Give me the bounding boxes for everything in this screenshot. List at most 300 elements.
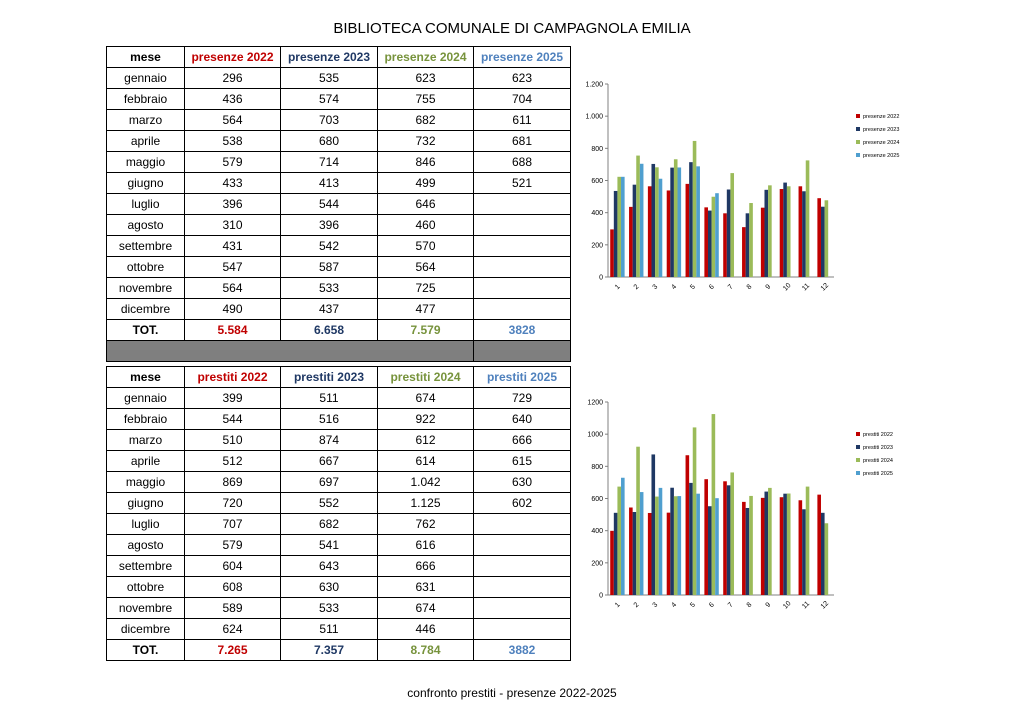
legend-label: presenze 2024	[863, 140, 900, 146]
separator-row	[107, 341, 571, 362]
bar	[761, 208, 765, 277]
table-cell: 630	[281, 577, 378, 598]
table-cell: 614	[378, 451, 474, 472]
bar	[674, 496, 678, 595]
table-cell: 535	[281, 68, 378, 89]
table-cell: 729	[474, 388, 571, 409]
table-cell: 640	[474, 409, 571, 430]
bar	[659, 488, 663, 595]
x-tick-label: 7	[726, 601, 735, 610]
bar	[693, 141, 697, 277]
bar	[704, 479, 708, 595]
header-cell: prestiti 2025	[474, 367, 571, 388]
bar	[629, 207, 633, 277]
table-row	[107, 152, 571, 173]
table-cell: 533	[281, 278, 378, 299]
x-tick-label: 11	[801, 282, 812, 293]
y-tick-label: 600	[591, 178, 603, 185]
header-cell: mese	[107, 47, 185, 68]
legend-swatch	[856, 432, 860, 436]
bar	[780, 189, 784, 277]
table-cell	[474, 577, 571, 598]
bar	[667, 513, 671, 595]
table-cell: marzo	[107, 430, 185, 451]
table-cell: 707	[185, 514, 281, 535]
x-tick-label: 10	[782, 600, 793, 611]
bar	[693, 427, 697, 595]
table-cell: novembre	[107, 598, 185, 619]
table-cell: 579	[185, 535, 281, 556]
table-cell: 310	[185, 215, 281, 236]
y-tick-label: 1.000	[585, 113, 603, 121]
table-cell: 922	[378, 409, 474, 430]
header-cell: presenze 2023	[281, 47, 378, 68]
bar	[648, 513, 652, 595]
table-cell: 512	[185, 451, 281, 472]
bar	[610, 531, 614, 595]
bar	[712, 414, 716, 595]
x-tick-label: 7	[726, 283, 735, 292]
bar	[670, 168, 674, 277]
header-row	[107, 47, 571, 68]
total-cell: 7.357	[281, 640, 378, 661]
bar	[708, 506, 712, 595]
bar	[640, 492, 644, 595]
table-cell: 623	[474, 68, 571, 89]
table-cell: 604	[185, 556, 281, 577]
y-tick-label: 200	[591, 242, 603, 250]
table-cell: 612	[378, 430, 474, 451]
table-cell	[474, 514, 571, 535]
bar	[749, 203, 753, 277]
legend-label: prestiti 2022	[863, 432, 893, 438]
table-cell: 431	[185, 236, 281, 257]
legend-swatch	[856, 127, 860, 131]
bar	[821, 513, 825, 595]
table-cell: 570	[378, 236, 474, 257]
x-tick-label: 11	[801, 600, 812, 611]
table-cell: 631	[378, 577, 474, 598]
bar	[715, 498, 719, 595]
table-cell: gennaio	[107, 388, 185, 409]
table-cell: 688	[474, 152, 571, 173]
total-cell: 6.658	[281, 320, 378, 341]
table-cell: 608	[185, 577, 281, 598]
bar	[817, 495, 821, 595]
bar	[806, 160, 810, 277]
table-cell: 703	[281, 110, 378, 131]
table-cell: 630	[474, 472, 571, 493]
table-cell: 616	[378, 535, 474, 556]
x-tick-label: 1	[613, 283, 622, 292]
bar	[696, 166, 700, 277]
table-row	[107, 472, 571, 493]
bar	[715, 193, 719, 277]
table-cell: 446	[378, 619, 474, 640]
bar	[686, 455, 690, 595]
table-cell: 564	[185, 110, 281, 131]
prestiti-bar-chart	[572, 390, 902, 630]
x-tick-label: 4	[670, 283, 679, 292]
bar	[617, 177, 621, 277]
table-row	[107, 577, 571, 598]
y-tick-label: 0	[599, 274, 603, 282]
bar	[651, 454, 655, 595]
y-tick-label: 1.200	[585, 81, 603, 89]
bar	[780, 497, 784, 595]
total-cell: 7.265	[185, 640, 281, 661]
table-cell: 1.125	[378, 493, 474, 514]
x-tick-label: 6	[708, 283, 716, 292]
table-cell: 667	[281, 451, 378, 472]
y-tick-label: 800	[591, 463, 603, 471]
table-cell	[474, 236, 571, 257]
table-cell: 544	[281, 194, 378, 215]
table-row	[107, 215, 571, 236]
table-cell: 623	[378, 68, 474, 89]
table-row	[107, 598, 571, 619]
bar	[655, 497, 659, 595]
table-cell: 681	[474, 131, 571, 152]
bar	[768, 488, 772, 595]
bar	[678, 167, 682, 277]
table-cell: giugno	[107, 173, 185, 194]
bar	[825, 200, 829, 277]
table-cell: 589	[185, 598, 281, 619]
table-cell: luglio	[107, 514, 185, 535]
table-cell: 602	[474, 493, 571, 514]
table-cell: settembre	[107, 236, 185, 257]
legend-label: prestiti 2023	[863, 445, 893, 451]
bar	[783, 183, 787, 277]
legend-swatch	[856, 445, 860, 449]
total-cell: 8.784	[378, 640, 474, 661]
bar	[821, 207, 825, 277]
table-cell: 413	[281, 173, 378, 194]
table-cell: giugno	[107, 493, 185, 514]
table-cell: febbraio	[107, 89, 185, 110]
x-tick-label: 12	[819, 282, 831, 293]
y-tick-label: 400	[591, 210, 603, 218]
table-cell: 611	[474, 110, 571, 131]
bar	[659, 179, 663, 277]
table-row	[107, 68, 571, 89]
table-cell: ottobre	[107, 257, 185, 278]
bar	[817, 198, 821, 277]
bar	[802, 509, 806, 595]
table-cell: 869	[185, 472, 281, 493]
total-cell: TOT.	[107, 640, 185, 661]
y-tick-label: 0	[599, 592, 603, 600]
bar	[723, 213, 727, 277]
bar	[761, 498, 765, 595]
table-cell: 674	[378, 388, 474, 409]
table-row	[107, 451, 571, 472]
table-cell: 433	[185, 173, 281, 194]
total-cell: TOT.	[107, 320, 185, 341]
table-cell: 666	[378, 556, 474, 577]
table-cell	[474, 194, 571, 215]
separator-cell	[474, 341, 571, 362]
legend-swatch	[856, 471, 860, 475]
prestiti-table	[106, 366, 571, 661]
table-cell: gennaio	[107, 68, 185, 89]
legend-label: prestiti 2024	[863, 458, 893, 464]
table-row	[107, 89, 571, 110]
x-tick-label: 3	[651, 283, 660, 292]
table-cell: dicembre	[107, 299, 185, 320]
totals-row	[107, 320, 571, 341]
table-cell: 477	[378, 299, 474, 320]
legend-swatch	[856, 140, 860, 144]
table-cell	[474, 598, 571, 619]
table-cell: 666	[474, 430, 571, 451]
bar	[742, 227, 746, 277]
separator-cell	[107, 341, 474, 362]
table-row	[107, 535, 571, 556]
total-cell: 7.579	[378, 320, 474, 341]
table-cell: 720	[185, 493, 281, 514]
bar	[633, 512, 637, 595]
bar	[636, 447, 640, 595]
presenze-table	[106, 46, 571, 362]
table-cell: 511	[281, 388, 378, 409]
table-cell: 521	[474, 173, 571, 194]
table-cell	[474, 556, 571, 577]
bar	[764, 190, 768, 277]
y-tick-label: 600	[591, 496, 603, 503]
table-cell: 1.042	[378, 472, 474, 493]
bar	[689, 162, 693, 277]
table-cell: febbraio	[107, 409, 185, 430]
bar	[764, 492, 768, 595]
table-cell: 460	[378, 215, 474, 236]
bar	[629, 508, 633, 595]
bar	[610, 229, 614, 277]
table-row	[107, 493, 571, 514]
bar	[667, 190, 671, 277]
table-cell: ottobre	[107, 577, 185, 598]
table-cell: 396	[185, 194, 281, 215]
table-row	[107, 131, 571, 152]
bar	[768, 185, 772, 277]
x-tick-label: 9	[764, 601, 773, 610]
legend-swatch	[856, 458, 860, 462]
table-cell: 624	[185, 619, 281, 640]
bar	[704, 207, 708, 277]
table-cell: maggio	[107, 152, 185, 173]
header-cell: prestiti 2023	[281, 367, 378, 388]
header-cell: prestiti 2024	[378, 367, 474, 388]
table-cell: 436	[185, 89, 281, 110]
bar	[742, 502, 746, 595]
bar	[636, 156, 640, 277]
table-cell: 680	[281, 131, 378, 152]
x-tick-label: 2	[632, 601, 641, 610]
bar	[712, 197, 716, 277]
y-tick-label: 800	[591, 145, 603, 153]
table-row	[107, 514, 571, 535]
table-cell	[474, 535, 571, 556]
bar	[746, 508, 750, 595]
x-tick-label: 3	[651, 601, 660, 610]
header-cell: prestiti 2022	[185, 367, 281, 388]
table-cell: novembre	[107, 278, 185, 299]
table-row	[107, 257, 571, 278]
table-cell	[474, 257, 571, 278]
table-cell: 755	[378, 89, 474, 110]
bar	[670, 488, 674, 595]
legend-swatch	[856, 114, 860, 118]
bar	[799, 500, 803, 595]
bar	[708, 211, 712, 277]
table-cell: 544	[185, 409, 281, 430]
table-row	[107, 194, 571, 215]
x-tick-label: 12	[819, 600, 831, 611]
table-cell: 399	[185, 388, 281, 409]
bar	[689, 483, 693, 595]
bar	[696, 494, 700, 595]
presenze-bar-chart	[572, 72, 902, 312]
total-cell: 5.584	[185, 320, 281, 341]
bar	[746, 213, 750, 277]
table-row	[107, 388, 571, 409]
table-row	[107, 110, 571, 131]
bar	[787, 186, 791, 277]
table-row	[107, 236, 571, 257]
table-cell: marzo	[107, 110, 185, 131]
page-footer: confronto prestiti - presenze 2022-2025	[407, 686, 617, 700]
bar	[655, 167, 659, 277]
bar	[614, 191, 618, 277]
bar	[749, 496, 753, 595]
table-cell: 615	[474, 451, 571, 472]
table-cell: 646	[378, 194, 474, 215]
table-cell: 846	[378, 152, 474, 173]
table-cell: aprile	[107, 451, 185, 472]
bar	[651, 164, 655, 277]
table-cell: luglio	[107, 194, 185, 215]
table-cell: 552	[281, 493, 378, 514]
y-tick-label: 1200	[587, 399, 603, 407]
table-cell: 437	[281, 299, 378, 320]
header-cell: mese	[107, 367, 185, 388]
header-cell: presenze 2025	[474, 47, 571, 68]
table-row	[107, 619, 571, 640]
table-cell: 732	[378, 131, 474, 152]
header-row	[107, 367, 571, 388]
table-cell: settembre	[107, 556, 185, 577]
bar	[678, 496, 682, 595]
table-cell: aprile	[107, 131, 185, 152]
legend-label: prestiti 2025	[863, 471, 893, 477]
table-cell: 725	[378, 278, 474, 299]
bar	[648, 186, 652, 277]
table-cell: 516	[281, 409, 378, 430]
table-cell: 587	[281, 257, 378, 278]
total-cell: 3828	[474, 320, 571, 341]
x-tick-label: 2	[632, 283, 641, 292]
table-cell: dicembre	[107, 619, 185, 640]
legend-label: presenze 2025	[863, 153, 900, 159]
bar	[686, 184, 690, 277]
header-cell: presenze 2022	[185, 47, 281, 68]
bar	[633, 185, 637, 277]
table-cell	[474, 619, 571, 640]
table-cell: 296	[185, 68, 281, 89]
table-cell	[474, 215, 571, 236]
table-cell: 697	[281, 472, 378, 493]
bar	[730, 173, 734, 277]
table-cell	[474, 299, 571, 320]
bar	[825, 523, 829, 595]
table-cell: 714	[281, 152, 378, 173]
table-cell: 579	[185, 152, 281, 173]
bar	[802, 191, 806, 277]
bar	[640, 164, 644, 277]
bar	[799, 186, 803, 277]
y-tick-label: 1000	[587, 431, 603, 439]
table-cell: 547	[185, 257, 281, 278]
table-cell: 682	[281, 514, 378, 535]
table-cell: 538	[185, 131, 281, 152]
bar	[621, 177, 625, 277]
x-tick-label: 5	[689, 283, 697, 292]
legend-swatch	[856, 153, 860, 157]
bar	[727, 485, 731, 595]
table-cell: 533	[281, 598, 378, 619]
table-cell	[474, 278, 571, 299]
table-cell: 574	[281, 89, 378, 110]
legend-label: presenze 2022	[863, 114, 900, 120]
table-cell: 510	[185, 430, 281, 451]
x-tick-label: 10	[782, 282, 793, 293]
y-tick-label: 400	[591, 528, 603, 536]
table-cell: maggio	[107, 472, 185, 493]
table-cell: 564	[378, 257, 474, 278]
bar	[730, 472, 734, 595]
table-cell: agosto	[107, 215, 185, 236]
bar	[783, 494, 787, 595]
page-title: BIBLIOTECA COMUNALE DI CAMPAGNOLA EMILIA	[333, 20, 691, 37]
table-cell: 564	[185, 278, 281, 299]
table-row	[107, 299, 571, 320]
bar	[621, 478, 625, 595]
table-cell: 499	[378, 173, 474, 194]
table-cell: 682	[378, 110, 474, 131]
x-tick-label: 6	[708, 601, 716, 610]
table-row	[107, 409, 571, 430]
x-tick-label: 9	[764, 283, 773, 292]
x-tick-label: 8	[745, 601, 754, 610]
y-tick-label: 200	[591, 560, 603, 568]
table-cell: 541	[281, 535, 378, 556]
table-cell: 704	[474, 89, 571, 110]
bar	[727, 190, 731, 277]
table-cell: agosto	[107, 535, 185, 556]
bar	[674, 159, 678, 277]
totals-row	[107, 640, 571, 661]
x-tick-label: 1	[613, 601, 622, 610]
bar	[617, 487, 621, 595]
bar	[614, 513, 618, 595]
table-cell: 511	[281, 619, 378, 640]
table-row	[107, 173, 571, 194]
table-row	[107, 556, 571, 577]
total-cell: 3882	[474, 640, 571, 661]
table-cell: 643	[281, 556, 378, 577]
table-cell: 874	[281, 430, 378, 451]
